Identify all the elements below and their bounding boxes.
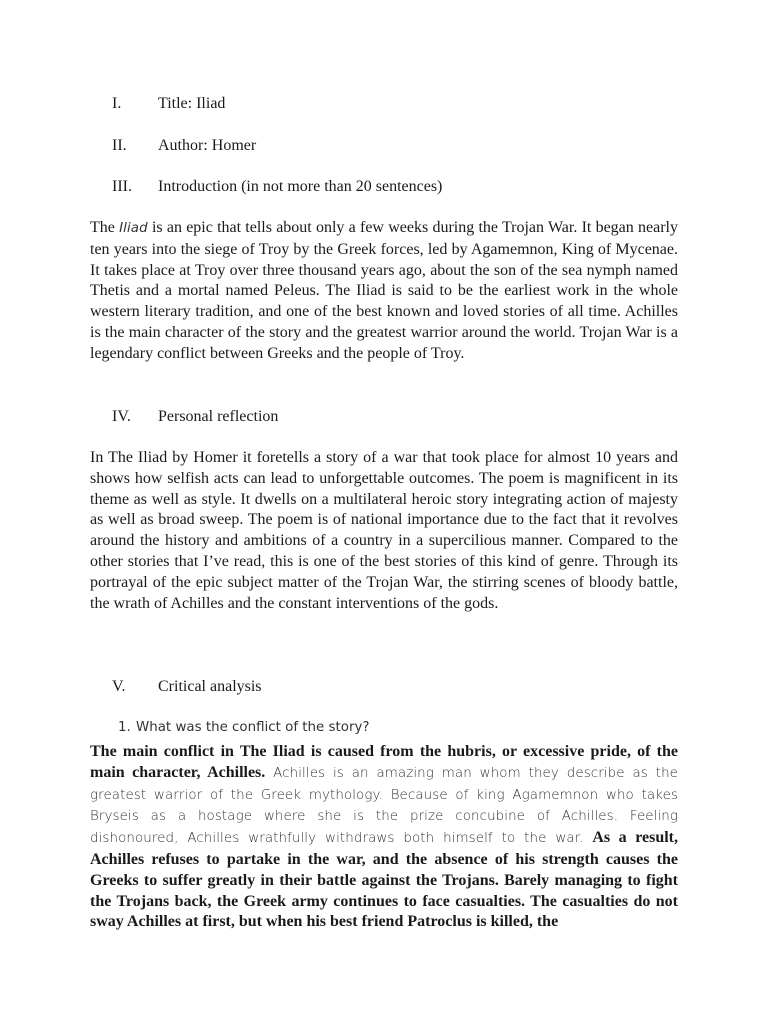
outline-item-title: [112, 94, 225, 114]
outline-item-analysis: [112, 677, 262, 697]
introduction-paragraph: [90, 218, 678, 365]
intro-body: is an epic that tells about only a few weeks during the Trojan War. It began nearly ten years into the siege of Troy by the Greek forces, led by Agamemnon, King of Mycenae. It takes place at Troy over three thousand years ago, about the son of the sea nymph named Thetis and a mortal named Peleus. The Iliad is said to be the earliest work in the whole western literary tradition, and one of the best known and loved stories of all time. Achilles is the main character of the story and the greatest warrior around the world. Trojan War is a legendary conflict between Greeks and the people of Troy.: [90, 219, 678, 362]
analysis-light-1: Achilles is an amazing man whom they describe as the greatest warrior of the Greek mythology. Because of king Agamemnon who takes Bryseis as a hostage where she is the prize concubine of Achilles. Feeling dishonoured, Achilles wrathfully withdraws both himself to the war.: [90, 765, 678, 847]
outline-number: I.: [112, 95, 122, 112]
reflection-paragraph: [90, 448, 678, 614]
reflection-text: In The Iliad by Homer it foretells a story of a war that took place for almost 10 years and shows how selfish acts can lead to unforgettable outcomes. The poem is magnificent in its theme as well as style. It dwells on a multilateral heroic story integrating action of majesty as well as broad sweep. The poem is of national importance due to the fact that it revolves around the history and ambitions of a country in a supercilious manner. Compared to the other stories that I’ve read, this is one of the best stories of this kind of genre. Through its portrayal of the epic subject matter of the Trojan War, the stirring scenes of bloody battle, the wrath of Achilles and the constant interventions of the gods.: [90, 449, 678, 612]
question-text: What was the conflict of the story?: [136, 720, 370, 735]
outline-number: V.: [112, 678, 126, 695]
analysis-bold-2: As a result, Achilles refuses to partake in the war, and the absence of his strength causes the Greeks to suffer greatly in their battle against the Trojans. Barely managing to fight the Trojans back, the Greek army continues to face casualties. The casualties do not sway Achilles at first, but when his best friend Patroclus is killed, the: [90, 829, 679, 931]
analysis-bold-1: The main conflict in The Iliad is caused from the hubris, or excessive pride, of the main character, Achilles.: [90, 743, 678, 781]
outline-text: Author: Homer: [158, 137, 257, 154]
intro-prefix: The: [90, 219, 120, 236]
outline-text: Personal reflection: [158, 408, 279, 425]
outline-number: IV.: [112, 408, 131, 425]
outline-text: Critical analysis: [158, 678, 262, 695]
question-number: 1.: [118, 720, 131, 735]
outline-item-author: [112, 136, 256, 156]
outline-number: II.: [112, 137, 127, 154]
outline-item-introduction: [112, 177, 442, 197]
analysis-paragraph: [90, 742, 678, 933]
outline-number: III.: [112, 178, 132, 195]
intro-title-word: Iliad: [119, 221, 148, 236]
outline-text: Introduction (in not more than 20 sentences): [158, 178, 443, 195]
outline-text: Title: Iliad: [158, 95, 226, 112]
outline-item-reflection: [112, 407, 278, 427]
analysis-question: [118, 718, 369, 738]
